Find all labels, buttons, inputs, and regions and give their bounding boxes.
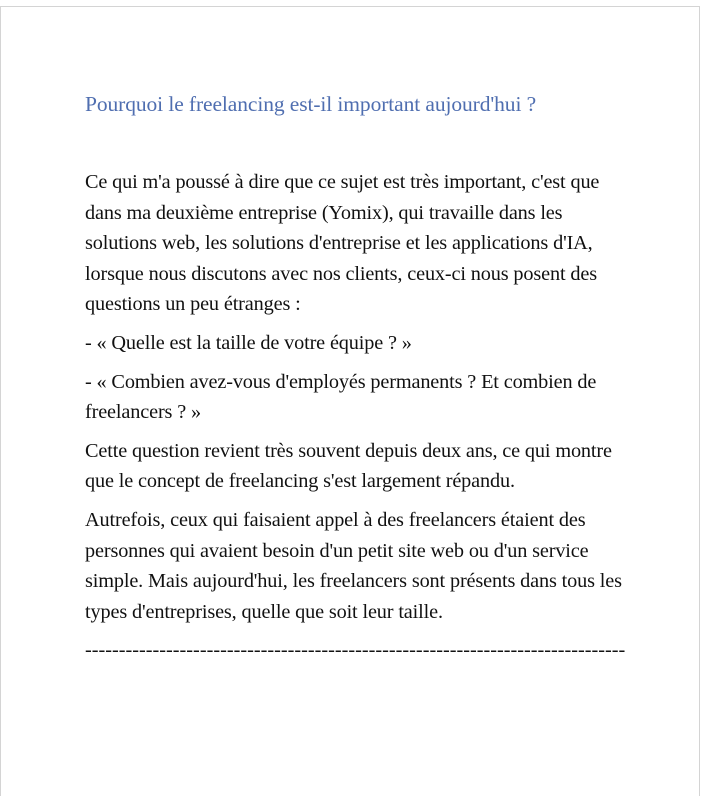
paragraph-past-vs-now: Autrefois, ceux qui faisaient appel à des freelancers étaient des personnes qui avaient besoin d'un petit site web ou d'un service simple. Mais aujourd'hui, les freelancers sont présents dans tous les types d'entreprises, quelle que soit leur taille. [85,508,622,623]
dashed-separator: -------------------------------------------------------------------------------- [85,639,626,662]
article-heading: Pourquoi le freelancing est-il important aujourd'hui ? [85,92,537,116]
paragraph-trend: Cette question revient très souvent depuis deux ans, ce qui montre que le concept de freelancing s'est largement répandu. [85,439,612,493]
paragraph-question-employees: - « Combien avez-vous d'employés permanents ? Et combien de freelancers ? » [85,370,597,424]
article-content [85,89,625,666]
document-page [0,6,700,796]
paragraph-intro: Ce qui m'a poussé à dire que ce sujet est très important, c'est que dans ma deuxième entreprise (Yomix), qui travaille dans les solutions web, les solutions d'entreprise et les applications d'IA, lorsque nous discutons avec nos clients, ceux-ci nous posent des questions un peu étranges : [85,171,600,316]
paragraph-question-team-size: - « Quelle est la taille de votre équipe ? » [85,331,412,354]
